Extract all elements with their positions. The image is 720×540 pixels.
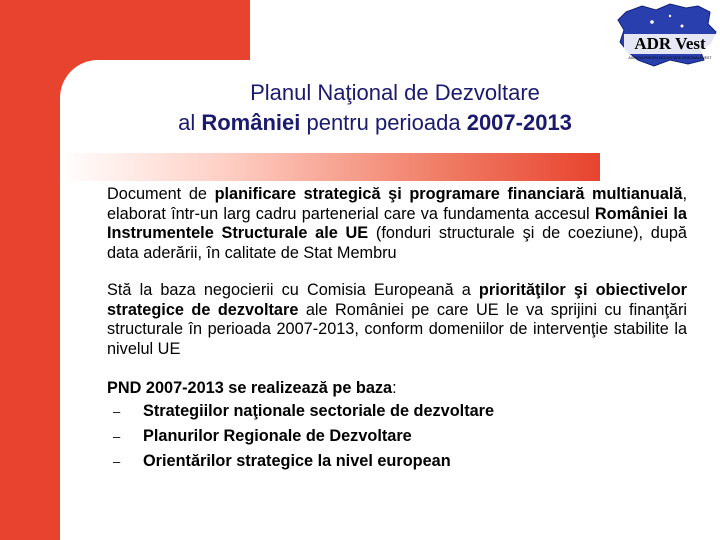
logo-subtitle: AGENTIA PENTRU DEZVOLTARE REGIONALA VEST <box>628 56 712 60</box>
title-line-2: al României pentru perioada 2007-2013 <box>178 110 572 135</box>
slide-body <box>107 185 687 474</box>
basis-list <box>107 399 687 474</box>
dash-bullet: – <box>113 404 121 419</box>
list-item: – Orientărilor strategice la nivel european <box>107 449 687 474</box>
basis-intro: PND 2007-2013 se realizează pe baza: <box>107 379 397 397</box>
logo-text: ADR Vest <box>634 34 706 53</box>
paragraph-definition: Document de planificare strategică şi programare financiară multianuală, elaborat într-un larg cadru partenerial care va fundamenta accesul României la Instrumentele Structurale ale UE (fonduri structurale şi de coeziune), după data aderării, în calitate de Stat Membru <box>107 185 687 262</box>
dash-bullet: – <box>113 429 121 444</box>
decorative-red-stripe-left <box>0 0 60 540</box>
title-line-1: Planul Naţional de Dezvoltare <box>250 80 540 105</box>
gradient-divider-bar <box>60 153 600 181</box>
adr-vest-logo <box>612 2 720 70</box>
paragraph-basis <box>107 377 687 474</box>
dash-bullet: – <box>113 454 121 469</box>
paragraph-negotiation: Stă la baza negocierii cu Comisia Europeană a priorităţilor şi obiectivelor strategice de dezvoltare ale României pe care UE le va sprijini cu finanţări structurale în perioada 2007-2013, conform domeniilor de intervenţie stabilite la nivelul UE <box>107 281 687 358</box>
list-item: – Planurilor Regionale de Dezvoltare <box>107 424 687 449</box>
slide-title <box>60 78 720 138</box>
list-item: – Strategiilor naţionale sectoriale de dezvoltare <box>107 399 687 424</box>
